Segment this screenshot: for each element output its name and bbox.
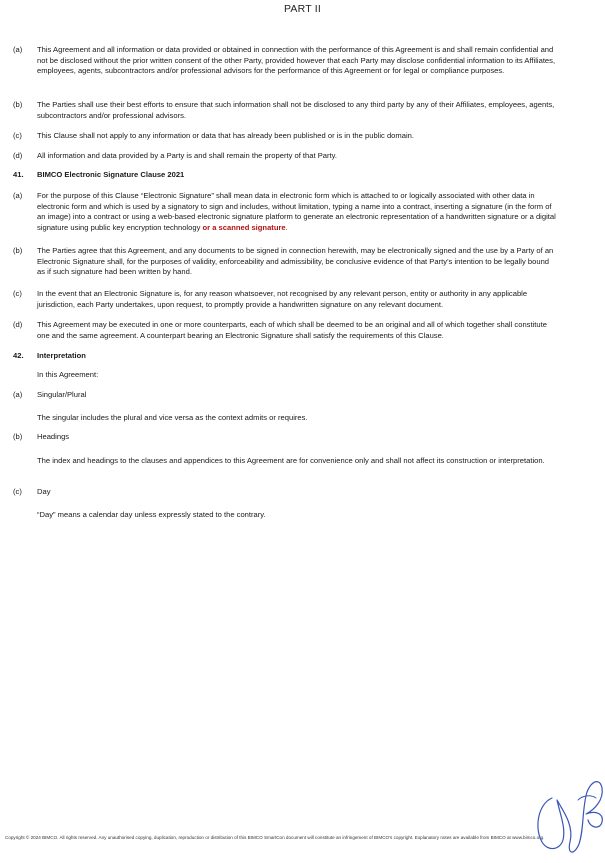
clause-text: This Agreement and all information or data provided or obtained in connection with the performance of this Agreement is and shall remain confidential and not be disclosed without the prior written consent of the other Party, provided however that each Party may disclose confidential information to its Affiliates, employees, agents, subcontractors and/or professional advisors for the performance of this Agreement or for legal or compliance purposes. [37, 45, 556, 76]
clause-text: For the purpose of this Clause “Electronic Signature” shall mean data in electronic form which is attached to or logically associated with other data in electronic form and which is used by a signatory to sign and includes, without limitation, typing a name into a contract, inserting a signature (in the form of an image) into a contract or using a web-based electronic signature platform to generate an electronic representation of a handwritten signature or a digital signature using public key encryption technology [37, 191, 556, 232]
clause-number: (c) [13, 289, 22, 298]
clause-text: All information and data provided by a Party is and shall remain the property of that Party. [37, 151, 337, 160]
section-title: BIMCO Electronic Signature Clause 2021 [37, 170, 185, 179]
section-number: 42. [13, 351, 24, 360]
clause-text-tail: . [285, 222, 288, 232]
clause-text-container [37, 191, 557, 233]
clause-number: (a) [13, 45, 23, 54]
section-title: Interpretation [37, 351, 86, 360]
clause-text: The singular includes the plural and vice versa as the context admits or requires. [37, 413, 308, 422]
clause-subheading: Day [37, 487, 51, 496]
clause-number: (d) [13, 320, 23, 329]
clause-text: This Agreement may be executed in one or more counterparts, each of which shall be deemed to be an original and all of which together shall constitute one and the same agreement. A counterpart bearing an Electronic Signature shall satisfy the requirements of this Clause. [37, 320, 547, 340]
clause-number: (a) [13, 390, 23, 399]
clause-number: (a) [13, 191, 23, 200]
handwritten-signature [530, 770, 605, 858]
clause-text: “Day” means a calendar day unless expressly stated to the contrary. [37, 510, 266, 519]
clause-subheading: Headings [37, 432, 70, 441]
section-number: 41. [13, 170, 24, 179]
clause-text: The Parties agree that this Agreement, and any documents to be signed in connection herewith, may be electronically signed and the use by a Party of an Electronic Signature shall, for the purposes of validity, enforceability and admissibility, be conclusive evidence of that Party’s intention to be legally bound as if such signature had been written by hand. [37, 246, 554, 277]
clause-text: This Clause shall not apply to any information or data that has already been published or is in the public domain. [37, 131, 414, 140]
clause-text: In the event that an Electronic Signature is, for any reason whatsoever, not recognised by any relevant person, entity or authority in any applicable jurisdiction, each Party undertakes, upon request, to promptly provide a handwritten signature on any relevant document. [37, 289, 528, 309]
clause-number: (b) [13, 432, 23, 441]
highlighted-amendment: or a scanned signature [202, 222, 286, 232]
clause-text: In this Agreement: [37, 370, 99, 379]
clause-number: (c) [13, 131, 22, 140]
clause-number: (c) [13, 487, 22, 496]
clause-number: (b) [13, 246, 23, 255]
copyright-footer: Copyright © 2024 BIMCO. All rights reserved. Any unauthorised copying, duplication, reproduction or distribution of this BIMCO SmartCon document will constitute an infringement of BIMCO’s copyright. Explanatory notes are available from BIMCO at www.bimco.org. [5, 835, 545, 840]
clause-text: The Parties shall use their best efforts to ensure that such information shall not be disclosed to any third party by any of their Affiliates, employees, agents, subcontractors and/or professional advisors. [37, 100, 555, 120]
clause-number: (d) [13, 151, 23, 160]
clause-subheading: Singular/Plural [37, 390, 87, 399]
clause-text: The index and headings to the clauses and appendices to this Agreement are for convenience only and shall not affect its construction or interpretation. [37, 456, 545, 465]
clause-number: (b) [13, 100, 23, 109]
page-title: PART II [284, 3, 321, 15]
